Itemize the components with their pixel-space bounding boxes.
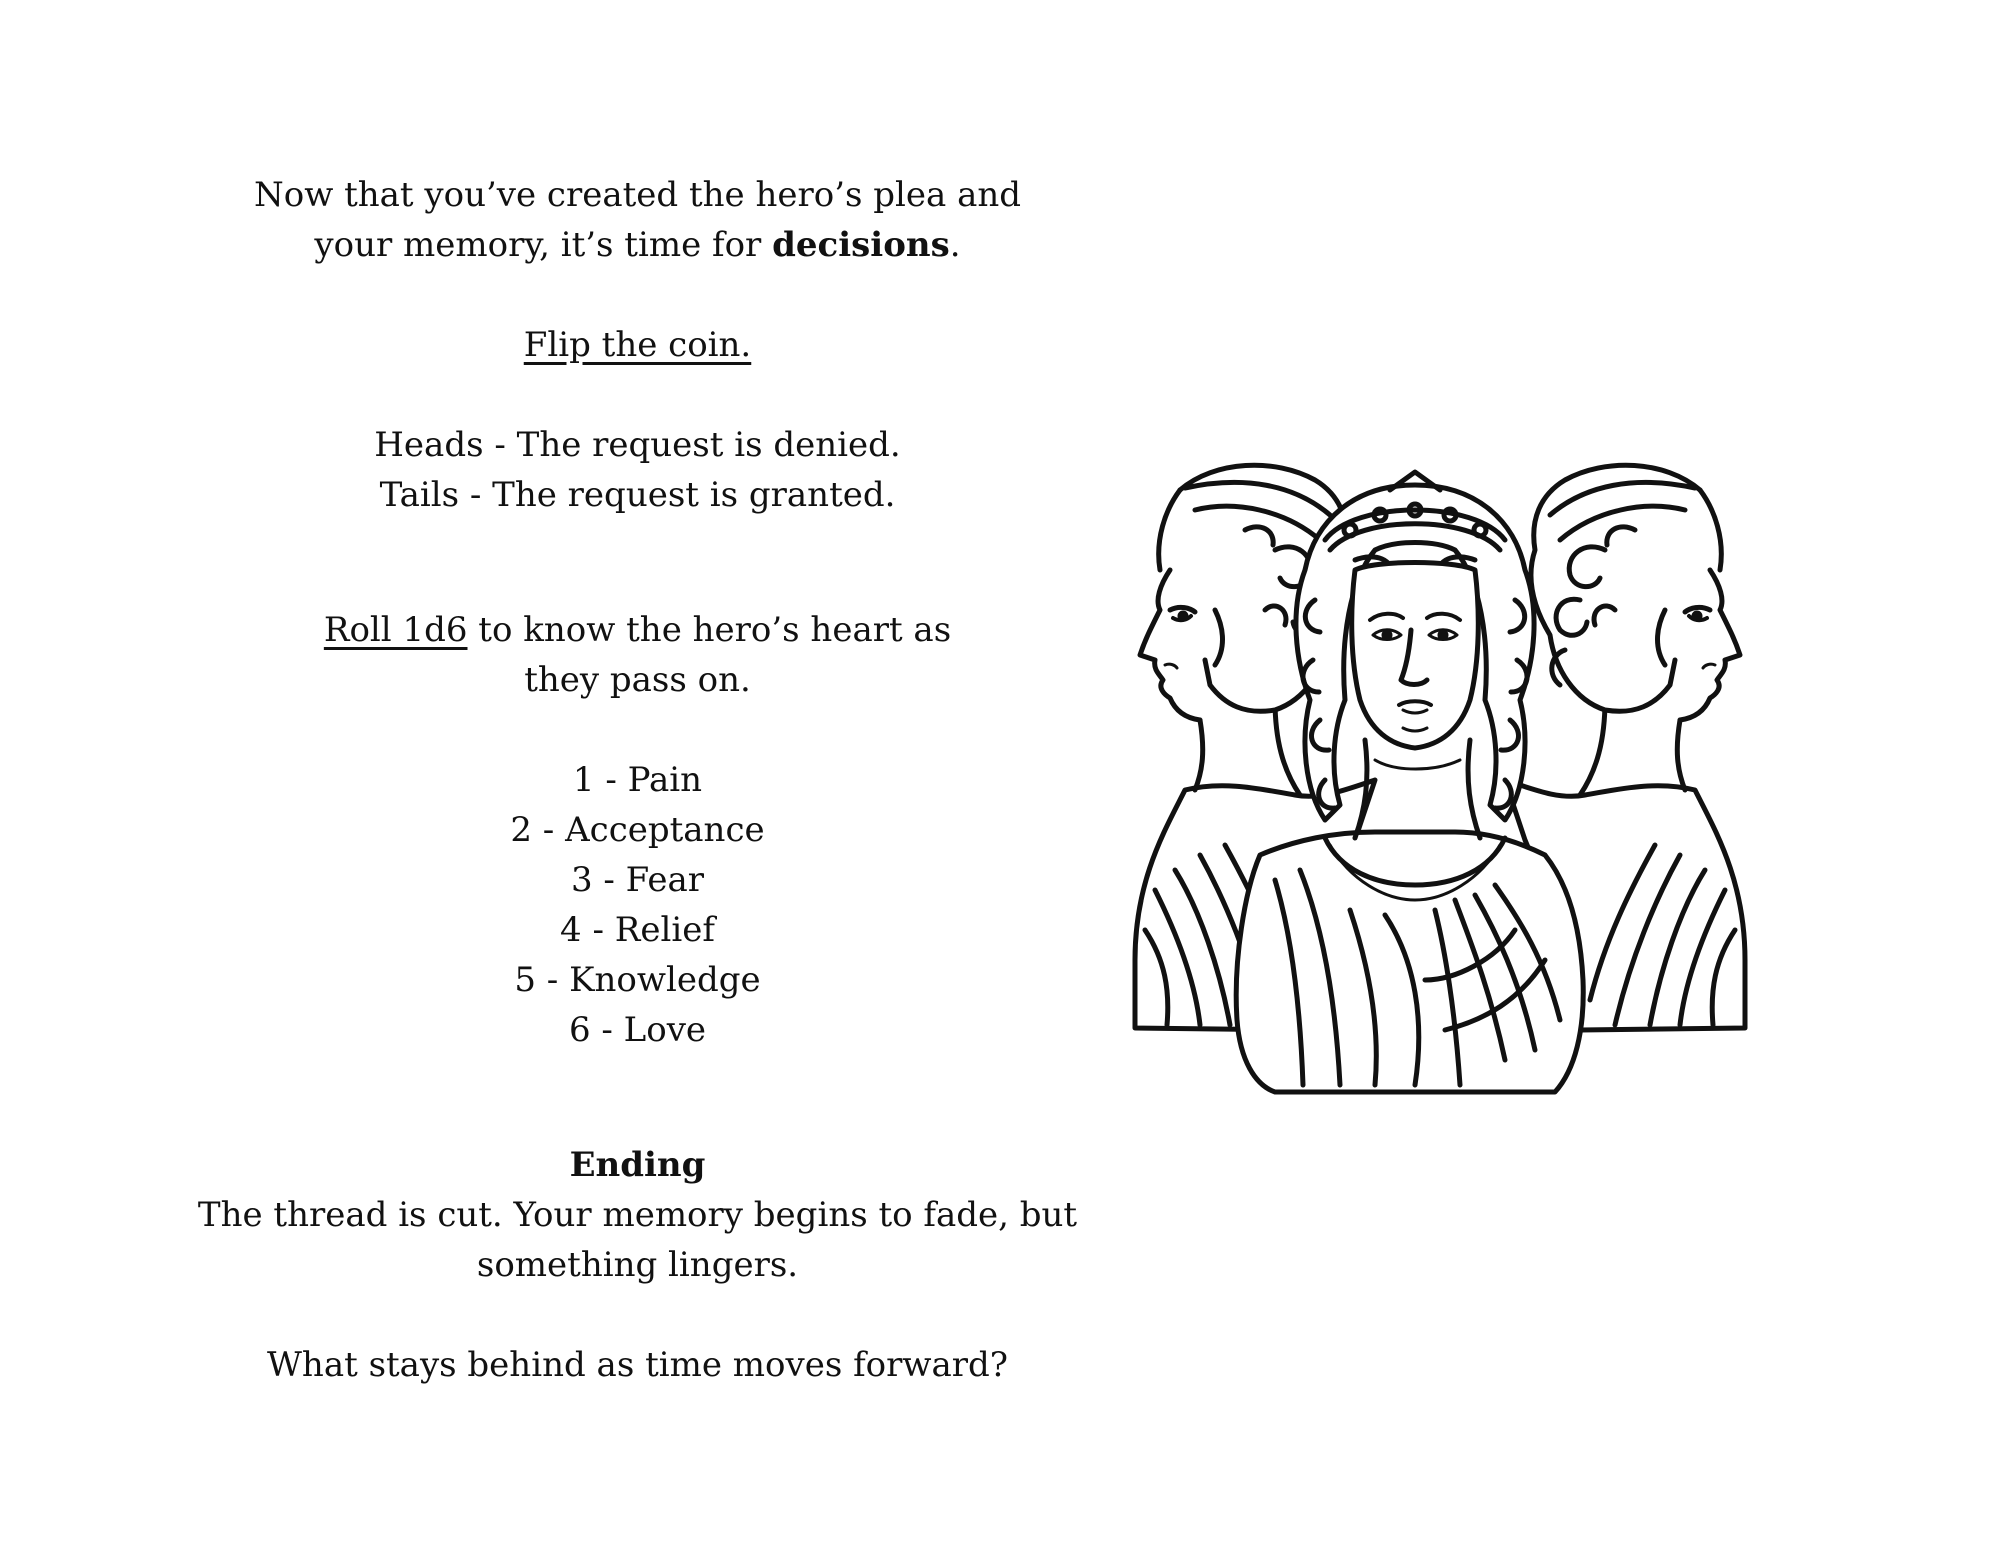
roll-result-4: 4 - Relief <box>560 910 715 950</box>
ending-heading: Ending <box>569 1145 706 1185</box>
heads-outcome: Heads - The request is denied. <box>374 425 901 465</box>
text-column <box>160 170 1115 1390</box>
spacer <box>160 270 1115 320</box>
spacer <box>160 705 1115 755</box>
ending-question: What stays behind as time moves forward? <box>266 1345 1008 1385</box>
roll-line-2: they pass on. <box>524 660 751 700</box>
spacer <box>160 1290 1115 1340</box>
spacer <box>160 1055 1115 1140</box>
decisions-keyword: decisions <box>772 225 950 265</box>
roll-result-1: 1 - Pain <box>572 760 703 800</box>
roll-result-2: 2 - Acceptance <box>510 810 765 850</box>
spacer <box>160 370 1115 420</box>
intro-line-1: Now that you’ve created the hero’s plea and <box>253 175 1022 215</box>
roll-result-3: 3 - Fear <box>570 860 705 900</box>
roll-line-1 <box>160 605 1115 655</box>
intro-line-2 <box>160 220 1115 270</box>
flip-coin-instruction: Flip the coin. <box>523 325 752 365</box>
three-goddess-busts-icon <box>1125 460 1755 1100</box>
ending-line-1: The thread is cut. Your memory begins to fade, but <box>197 1195 1078 1235</box>
spacer <box>160 520 1115 605</box>
roll-line-1-suffix: to know the hero’s heart as <box>467 610 952 650</box>
tails-outcome: Tails - The request is granted. <box>379 475 896 515</box>
intro-line-2-suffix: . <box>949 225 961 265</box>
intro-line-2-prefix: your memory, it’s time for <box>314 225 773 265</box>
ending-line-2: something lingers. <box>476 1245 799 1285</box>
roll-result-5: 5 - Knowledge <box>514 960 761 1000</box>
roll-die-instruction: Roll 1d6 <box>323 610 468 650</box>
roll-result-6: 6 - Love <box>568 1010 707 1050</box>
